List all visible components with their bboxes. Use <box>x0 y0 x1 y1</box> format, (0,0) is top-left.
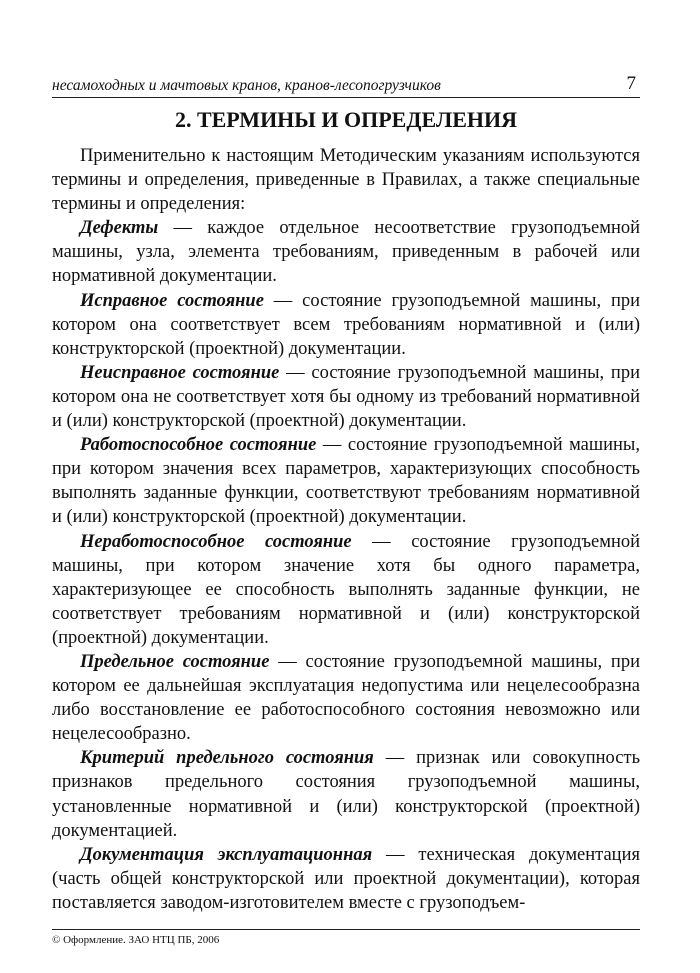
definition-term: Неисправное состояние <box>80 362 280 383</box>
definition-term: Предельное состояние <box>80 651 270 672</box>
page-number: 7 <box>626 73 636 94</box>
definition-term: Неработоспособное состояние <box>80 531 352 552</box>
definition-paragraph <box>52 843 640 915</box>
definition-text: — состояние грузоподъемной машины, при котором она не соответствует хотя бы одному из требований нормативной и (или) конструкторской (проектной) документации. <box>52 362 640 432</box>
definition-term: Исправное состояние <box>80 290 264 311</box>
section-title: 2. ТЕРМИНЫ И ОПРЕДЕЛЕНИЯ <box>174 107 518 132</box>
body-text <box>52 144 640 915</box>
definition-paragraph <box>52 289 640 361</box>
footer-rule <box>52 929 640 930</box>
definition-text: — состояние грузоподъемной машины, при котором значения всех параметров, характеризующих способность выполнять заданные функции, соответствуют требованиям нормативной и (или) конструкторской (проектной) документации. <box>52 435 640 528</box>
definition-text: — техническая документация (часть общей конструкторской или проектной документации), которая поставляется заводом-изготовителем вместе с грузоподъем- <box>52 844 640 913</box>
definition-text: — состояние грузоподъемной машины, при котором она соответствует всем требованиям нормативной и (или) конструкторской (проектной) документации. <box>52 290 640 359</box>
definition-text: — состояние грузоподъемной машины, при котором значение хотя бы одного параметра, характеризующее ее способность выполнять заданные функции, не соответствует требованиям нормативной и (или) конструкторской (проектной) документации. <box>52 531 640 648</box>
definition-term: Критерий предельного состояния <box>80 748 374 769</box>
running-header <box>52 76 640 96</box>
definition-paragraph <box>52 746 640 842</box>
definition-paragraph <box>52 361 640 433</box>
definition-text: — каждое отдельное несоответствие грузоподъемной машины, узла, элемента требованиям, приведенным в рабочей или нормативной документации. <box>52 218 640 287</box>
definition-term: Документация эксплуатационная <box>80 844 373 865</box>
header-rule <box>52 97 640 98</box>
definition-text: — признак или совокупность признаков предельного состояния грузоподъемной машины, установленные нормативной и (или) конструкторской (проектной) документацией. <box>52 748 640 841</box>
definition-text: — состояние грузоподъемной машины, при котором ее дальнейшая эксплуатация недопустима или нецелесообразна либо восстановление ее работоспособного состояния невозможно или нецелесообразно. <box>52 651 640 745</box>
definition-term: Дефекты <box>80 218 159 239</box>
definition-term: Работоспособное состояние <box>80 435 317 456</box>
definition-paragraph <box>52 216 640 288</box>
definition-paragraph <box>52 650 640 746</box>
footer <box>52 933 219 947</box>
definition-paragraph <box>52 530 640 650</box>
running-title: несамоходных и мачтовых кранов, кранов-лесопогрузчиков <box>52 77 441 94</box>
copyright-notice: © Оформление. ЗАО НТЦ ПБ, 2006 <box>52 934 220 946</box>
definition-paragraph <box>52 433 640 529</box>
intro-paragraph: Применительно к настоящим Методическим указаниям используются термины и определения, приведенные в Правилах, а также специальные термины и определения: <box>52 146 640 215</box>
